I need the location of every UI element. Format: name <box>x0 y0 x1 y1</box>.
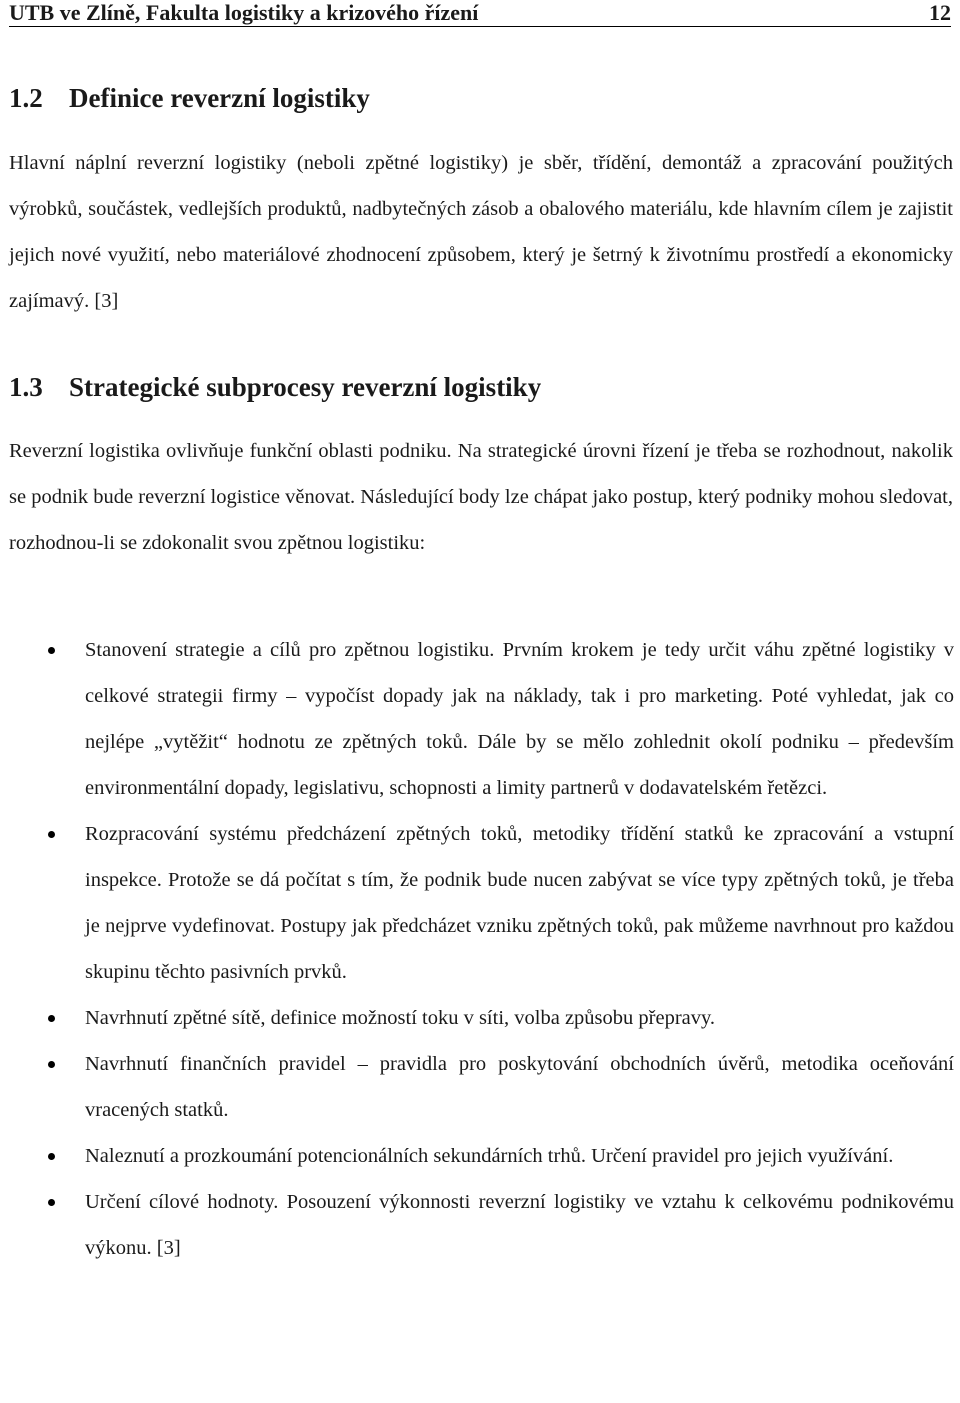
list-item-text: Určení cílové hodnoty. Posouzení výkonnosti reverzní logistiky ve vztahu k celkovému podnikovému výkonu. [3] <box>85 1191 954 1259</box>
list-item <box>0 1041 960 1133</box>
list-item-text: Naleznutí a prozkoumání potencionálních sekundárních trhů. Určení pravidel pro jejich využívání. <box>85 1145 894 1167</box>
bullet-icon <box>48 647 55 654</box>
list-item <box>0 811 960 995</box>
list-item <box>0 995 960 1041</box>
list-item-text: Navrhnutí finančních pravidel – pravidla pro poskytování obchodních úvěrů, metodika oceňování vracených statků. <box>85 1053 954 1121</box>
bullet-icon <box>48 1153 55 1160</box>
paragraph-subprocesses-intro: Reverzní logistika ovlivňuje funkční oblasti podniku. Na strategické úrovni řízení je třeba se rozhodnout, nakolik se podnik bude reverzní logistice věnovat. Následující body lze chápat jako postup, který podniky mohou sledovat, rozhodnou-li se zdokonalit svou zpětnou logistiku: <box>9 440 953 554</box>
section-heading-1-3 <box>9 371 541 403</box>
running-header <box>9 0 951 27</box>
bullet-icon <box>48 1199 55 1206</box>
bullet-icon <box>48 1061 55 1068</box>
subprocess-list <box>0 627 960 1271</box>
list-item-text: Navrhnutí zpětné sítě, definice možností toku v síti, volba způsobu přepravy. <box>85 1007 716 1029</box>
paragraph-definition: Hlavní náplní reverzní logistiky (neboli zpětné logistiky) je sběr, třídění, demontáž a zpracování použitých výrobků, součástek, vedlejších produktů, nadbytečných zásob a obalového materiálu, kde hlavním cílem je zajistit jejich nové využití, nebo materiálové zhodnocení způsobem, který je šetrný k životnímu prostředí a ekonomicky zajímavý. [3] <box>9 152 953 312</box>
section-number: 1.2 <box>9 83 43 113</box>
section-heading-1-2 <box>9 82 370 114</box>
list-item <box>0 1179 960 1271</box>
list-item <box>0 627 960 811</box>
section-title: Definice reverzní logistiky <box>69 83 370 113</box>
page-number: 12 <box>929 0 951 25</box>
list-item-text: Stanovení strategie a cílů pro zpětnou logistiku. Prvním krokem je tedy určit váhu zpětné logistiky v celkové strategii firmy – vypočíst dopady jak na náklady, tak i pro marketing. Poté vyhledat, jak co nejlépe „vytěžit“ hodnotu ze zpětných toků. Dále by se mělo zohlednit okolí podniku – především environmentální dopady, legislativu, schopnosti a limity partnerů v dodavatelském řetězci. <box>85 639 954 799</box>
bullet-icon <box>48 831 55 838</box>
list-item-text: Rozpracování systému předcházení zpětných toků, metodiky třídění statků ke zpracování a vstupní inspekce. Protože se dá počítat s tím, že podnik bude nucen zabývat se více typy zpětných toků, je třeba je nejprve vydefinovat. Postupy jak předcházet vzniku zpětných toků, pak můžeme navrhnout pro každou skupinu těchto pasivních prvků. <box>85 823 954 983</box>
section-title: Strategické subprocesy reverzní logistiky <box>69 372 542 402</box>
section-number: 1.3 <box>9 372 43 402</box>
list-item <box>0 1133 960 1179</box>
header-title: UTB ve Zlíně, Fakulta logistiky a krizového řízení <box>9 0 479 25</box>
bullet-icon <box>48 1015 55 1022</box>
